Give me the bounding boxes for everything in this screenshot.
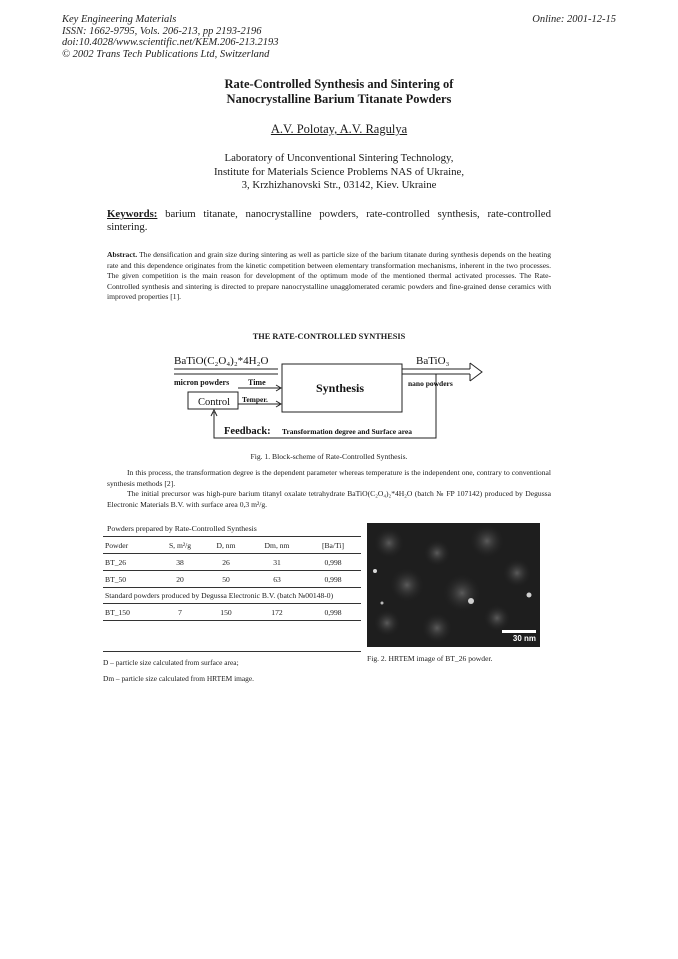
doi: doi:10.4028/www.scientific.net/KEM.206-213.2193 — [62, 37, 279, 48]
feedback-text: Transformation degree and Surface area — [282, 427, 412, 436]
abstract-label: Abstract. — [107, 250, 138, 259]
cell-ba-ti: 0,998 — [324, 574, 342, 584]
cell-dm: 31 — [273, 557, 281, 567]
header-powder: Powder — [105, 540, 129, 550]
scale-bar — [502, 630, 536, 633]
title-line-2: Nanocrystalline Barium Titanate Powders — [226, 92, 452, 106]
hrtem-texture — [367, 523, 540, 647]
table-row — [103, 553, 361, 570]
cell-s: 38 — [176, 557, 184, 567]
online-date: Online: 2001-12-15 — [532, 14, 616, 25]
cell-ba-ti: 0,998 — [324, 607, 342, 617]
figure-1-caption: Fig. 1. Block-scheme of Rate-Controlled Synthesis. — [250, 452, 408, 461]
affiliation-line-2: Institute for Materials Science Problems NAS of Ukraine, — [213, 165, 465, 178]
section-title: THE RATE-CONTROLLED SYNTHESIS — [252, 332, 406, 341]
cell-d: 150 — [220, 607, 232, 617]
issn: ISSN: 1662-9795, Vols. 206-213, pp 2193-2196 — [62, 25, 262, 37]
affiliation-line-3: 3, Krzhizhanovski Str., 03142, Kiev. Ukraine — [241, 179, 437, 191]
cell-powder: BT_50 — [105, 574, 127, 584]
table-row — [103, 570, 361, 587]
hrtem-image — [367, 523, 540, 647]
feedback-label: Feedback: — [224, 426, 271, 437]
author-names: A.V. Polotay, A.V. Ragulya — [270, 122, 408, 136]
authors — [120, 122, 558, 137]
standard-powders-note: Standard powders produced by Degussa Electronic B.V. (batch №00148-0) — [103, 587, 361, 603]
keywords-text: barium titanate, nanocrystalline powders, rate-controlled synthesis, rate-controlled sintering. — [107, 208, 551, 233]
header-d: D, nm — [216, 540, 236, 550]
synthesis-label: Synthesis — [316, 381, 365, 395]
copyright: © 2002 Trans Tech Publications Ltd, Switzerland — [62, 48, 270, 60]
output-arrow-head — [470, 363, 482, 381]
control-label: Control — [198, 397, 231, 408]
abstract — [107, 250, 551, 303]
micron-powders-label: micron powders — [174, 378, 230, 387]
keywords-label: Keywords: — [107, 208, 158, 220]
cell-powder: BT_150 — [105, 607, 130, 617]
note-dm: Dm – particle size calculated from HRTEM image. — [103, 674, 255, 683]
table-notes — [103, 655, 254, 687]
input-formula: BaTiO(C₂O₄)₂*4H₂O — [174, 355, 269, 367]
cell-dm: 63 — [273, 574, 281, 584]
cell-d: 26 — [222, 557, 230, 567]
cell-dm: 172 — [271, 607, 283, 617]
keywords — [107, 208, 551, 234]
table-footer-rule — [103, 651, 361, 652]
scale-label: 30 nm — [512, 634, 536, 643]
body-text — [107, 468, 551, 510]
table-header-row — [103, 536, 361, 553]
cell-powder: BT_26 — [105, 557, 127, 567]
block-diagram — [170, 352, 500, 444]
journal-header — [62, 14, 279, 60]
figure-2-caption: Fig. 2. HRTEM image of BT_26 powder. — [367, 654, 493, 663]
output-formula: BaTiO₃ — [416, 355, 450, 367]
header-ba-ti: [Ba/Ti] — [321, 540, 345, 550]
header-s: S, m²/g — [168, 540, 192, 550]
powders-table — [103, 536, 361, 621]
table-title: Powders prepared by Rate-Controlled Synthesis — [107, 524, 257, 533]
table-row — [103, 603, 361, 621]
abstract-text: The densification and grain size during sintering as well as particle size of the barium titanate during synthesis depends on the heating rate and this dependence originates from the kinetic competition between elementary transformation mechanisms, inherent in the two processes. The given competition is the main reason for development of the optimum mode of the mentioned thermal activated processes. The Rate-Controlled synthesis and sintering is directed to prepare nanocrystalline unagglomerated ceramic powders and fine-grained dense ceramics with improved properties [1]. — [107, 250, 551, 302]
title-line-1: Rate-Controlled Synthesis and Sintering of — [224, 77, 454, 91]
temper-label: Temper. — [242, 395, 268, 404]
affiliation — [120, 152, 558, 193]
time-label: Time — [248, 378, 266, 387]
paragraph-1: In this process, the transformation degree is the dependent parameter whereas temperature is the independent one, contrary to conventional synthesis methods [2]. — [107, 468, 551, 488]
cell-ba-ti: 0,998 — [324, 557, 342, 567]
paragraph-2: The initial precursor was high-pure barium titanyl oxalate tetrahydrate BaTiO(C₂O₄)₂*4H₂O (batch № FP 107142) produced by Degussa Electronic Materials B.V. with surface area 0,3 m²/g. — [107, 489, 551, 509]
cell-s: 7 — [178, 607, 182, 617]
nano-powders-label: nano powders — [408, 379, 453, 388]
note-d: D – particle size calculated from surface area; — [103, 658, 239, 667]
journal-name: Key Engineering Materials — [62, 14, 177, 25]
cell-d: 50 — [222, 574, 230, 584]
header-dm: Dm, nm — [264, 540, 290, 550]
cell-s: 20 — [176, 574, 184, 584]
paper-title — [120, 77, 558, 107]
affiliation-line-1: Laboratory of Unconventional Sintering Technology, — [224, 152, 454, 164]
